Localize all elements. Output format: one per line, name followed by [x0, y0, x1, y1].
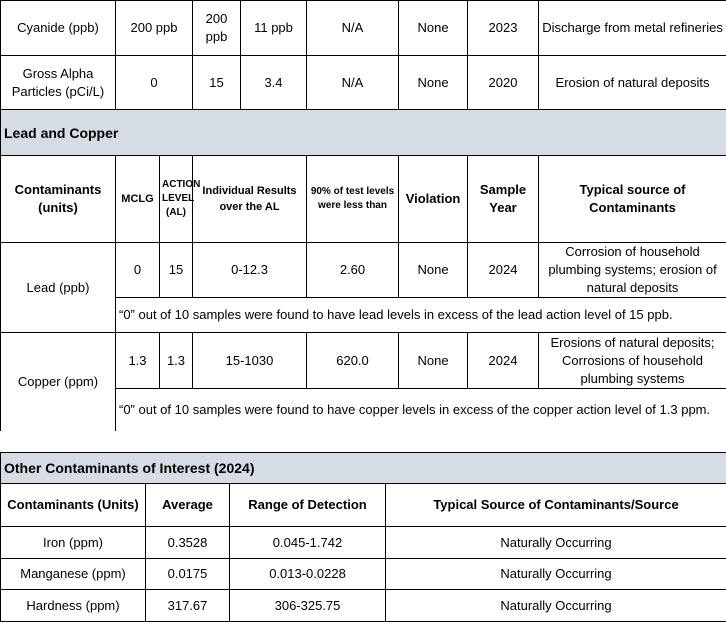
mcl-value: 15: [193, 56, 241, 110]
header-action-level: ACTION LEVEL (AL): [160, 156, 193, 243]
table-row: [1, 527, 726, 559]
contaminant-name: Manganese (ppm): [1, 559, 146, 590]
header-range: Range of Detection: [230, 484, 386, 527]
source-value: Erosion of natural deposits: [539, 56, 726, 110]
header-90-percent: 90% of test levels were less than: [307, 156, 399, 243]
contaminant-name: Copper (ppm): [1, 333, 116, 432]
range-value: N/A: [307, 1, 399, 56]
section-header-row: [1, 110, 726, 156]
contaminant-name: Lead (ppb): [1, 243, 116, 333]
header-row: [1, 484, 726, 527]
mclg-value: 200 ppb: [116, 1, 193, 56]
al-value: 1.3: [160, 333, 193, 389]
source-value: Erosions of natural deposits; Corrosions of household plumbing systems: [539, 333, 726, 389]
header-source: Typical source of Contaminants: [539, 156, 726, 243]
contaminant-name: Gross Alpha Particles (pCi/L): [1, 56, 116, 110]
header-sample-year: Sample Year: [468, 156, 539, 243]
range-value: 0.013-0.0228: [230, 559, 386, 590]
header-mclg: MCLG: [116, 156, 160, 243]
header-row: [1, 156, 726, 243]
table-row: [1, 56, 726, 110]
range-value: 0.045-1.742: [230, 527, 386, 559]
table-row: [1, 590, 726, 622]
mcl-value: 200 ppb: [193, 1, 241, 56]
level-value: 11 ppb: [241, 1, 307, 56]
individual-value: 15-1030: [193, 333, 307, 389]
section-title: Lead and Copper: [1, 110, 726, 156]
mclg-value: 1.3: [116, 333, 160, 389]
mclg-value: 0: [116, 56, 193, 110]
section-title: Other Contaminants of Interest (2024): [1, 453, 726, 484]
header-average: Average: [146, 484, 230, 527]
copper-note: “0” out of 10 samples were found to have copper levels in excess of the copper action level of 1.3 ppm.: [116, 389, 726, 432]
section-header-row: [1, 453, 726, 484]
source-value: Discharge from metal refineries: [539, 1, 726, 56]
header-contaminants: Contaminants (units): [1, 156, 116, 243]
year-value: 2024: [468, 243, 539, 298]
contaminant-name: Cyanide (ppb): [1, 1, 116, 56]
p90-value: 2.60: [307, 243, 399, 298]
table-row: [1, 333, 726, 389]
header-contaminants: Contaminants (Units): [1, 484, 146, 527]
year-value: 2024: [468, 333, 539, 389]
contaminant-name: Hardness (ppm): [1, 590, 146, 622]
source-value: Naturally Occurring: [386, 559, 726, 590]
al-value: 15: [160, 243, 193, 298]
mclg-value: 0: [116, 243, 160, 298]
year-value: 2020: [468, 56, 539, 110]
violation-value: None: [399, 1, 468, 56]
contaminant-name: Iron (ppm): [1, 527, 146, 559]
table-gap: [0, 431, 726, 452]
source-value: Naturally Occurring: [386, 590, 726, 622]
range-value: 306-325.75: [230, 590, 386, 622]
violation-value: None: [399, 243, 468, 298]
header-individual-results: Individual Results over the AL: [193, 156, 307, 243]
violation-value: None: [399, 56, 468, 110]
table-row: [1, 559, 726, 590]
table-row: [1, 1, 726, 56]
average-value: 317.67: [146, 590, 230, 622]
lead-note: “0” out of 10 samples were found to have lead levels in excess of the lead action level of 15 ppb.: [116, 298, 726, 333]
source-value: Corrosion of household plumbing systems; erosion of natural deposits: [539, 243, 726, 298]
other-contaminants-table: [0, 452, 726, 622]
individual-value: 0-12.3: [193, 243, 307, 298]
year-value: 2023: [468, 1, 539, 56]
average-value: 0.3528: [146, 527, 230, 559]
p90-value: 620.0: [307, 333, 399, 389]
average-value: 0.0175: [146, 559, 230, 590]
header-source: Typical Source of Contaminants/Source: [386, 484, 726, 527]
violation-value: None: [399, 333, 468, 389]
source-value: Naturally Occurring: [386, 527, 726, 559]
table-row: [1, 243, 726, 298]
level-value: 3.4: [241, 56, 307, 110]
header-violation: Violation: [399, 156, 468, 243]
range-value: N/A: [307, 56, 399, 110]
